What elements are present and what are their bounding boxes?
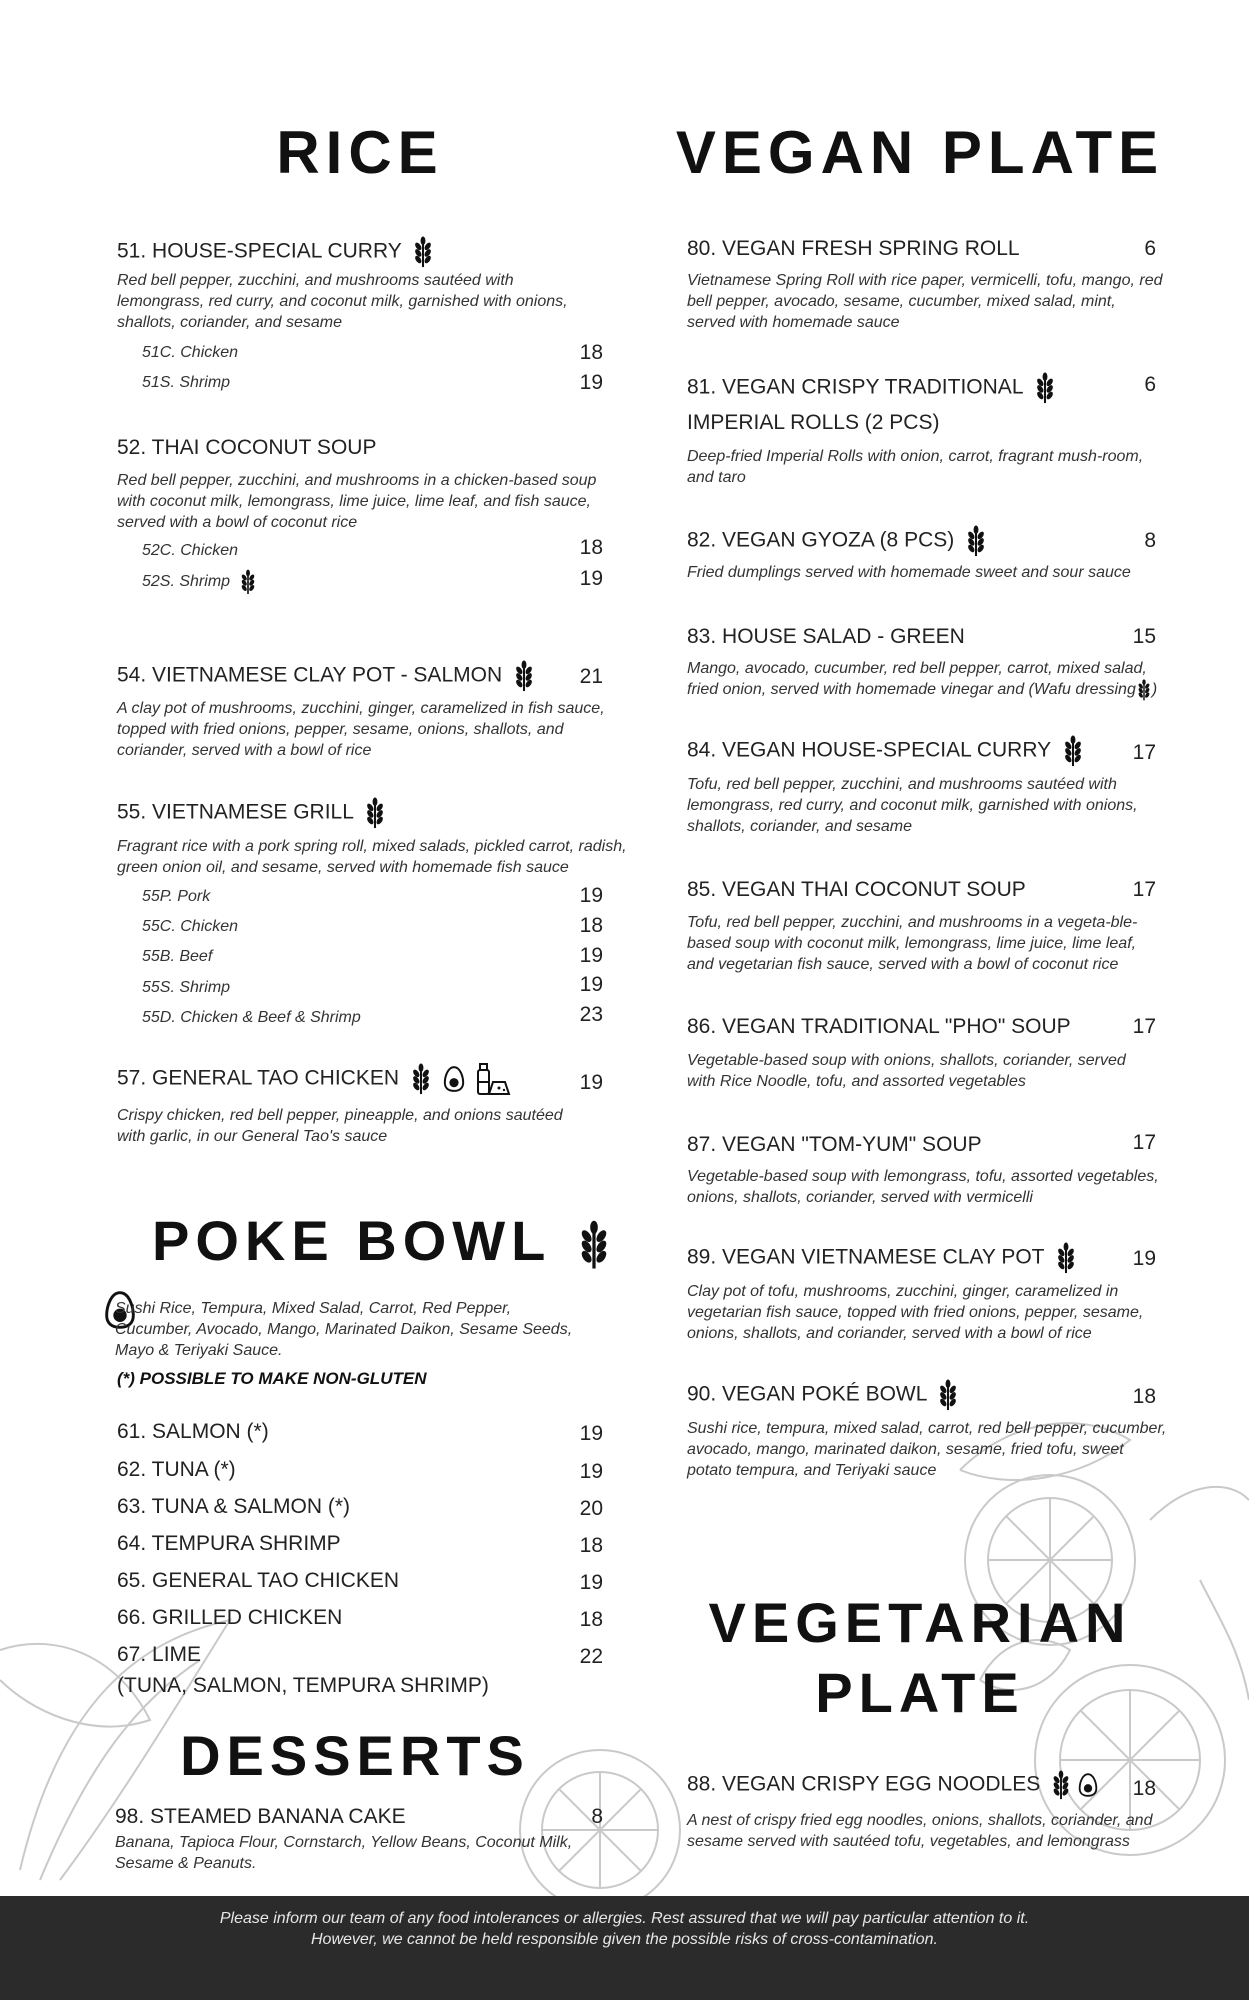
poke-item-65: 65. GENERAL TAO CHICKEN: [117, 1569, 400, 1592]
menu-item-54: [117, 660, 536, 692]
menu-item-81: [687, 372, 1057, 404]
item-price: 18: [1132, 1777, 1156, 1800]
item-price: 6: [1144, 373, 1156, 396]
desc-text: Mango, avocado, cucumber, red bell pepper, carrot, mixed salad, fried onion, served with homemade vinegar and (Wafu dressing: [687, 660, 1147, 699]
item-description: Tofu, red bell pepper, zucchini, and mushrooms sautéed with lemongrass, red curry, and coconut milk, garnished with onions, shallots, coriander, and sesame: [687, 776, 1138, 835]
option-price: 19: [579, 973, 603, 996]
menu-item-82: [687, 525, 988, 557]
item-name: 88. VEGAN CRISPY EGG NOODLES: [687, 1772, 1041, 1796]
wheat-icon: [411, 236, 435, 268]
wheat-icon: [936, 1379, 960, 1411]
vegan-plate-section-title: VEGAN PLATE: [675, 119, 1165, 186]
poke-price-61: 19: [579, 1422, 603, 1445]
item-description: Tofu, red bell pepper, zucchini, and mushrooms in a vegeta-ble-based soup with coconut milk, lemongrass, lime juice, lime leaf, and vegetarian fish sauce, served with a bowl of coconut rice: [687, 914, 1138, 973]
wheat-icon: [1050, 1770, 1072, 1800]
item-price: 17: [1132, 1015, 1156, 1038]
item-description: Crispy chicken, red bell pepper, pineapple, and onions sautéed with garlic, in our General Tao's sauce: [117, 1107, 563, 1145]
menu-item-98: 98. STEAMED BANANA CAKE: [115, 1805, 406, 1828]
option-price: 23: [579, 1003, 603, 1026]
item-name: 51. HOUSE-SPECIAL CURRY: [117, 239, 402, 263]
item-description: Clay pot of tofu, mushrooms, zucchini, ginger, caramelized in vegetarian fish sauce, topped with fried onions, pepper, sesame, onions, shallots, and coriander, served with a bowl of rice: [687, 1283, 1144, 1342]
option-label: 55D. Chicken & Beef & Shrimp: [142, 1009, 361, 1026]
item-description: [687, 658, 1167, 701]
wheat-icon: [512, 660, 536, 692]
item-name: 89. VEGAN VIETNAMESE CLAY POT: [687, 1245, 1045, 1269]
item-description: Banana, Tapioca Flour, Cornstarch, Yellow Beans, Coconut Milk, Sesame & Peanuts.: [115, 1834, 573, 1872]
option-price: 19: [579, 884, 603, 907]
poke-price-62: 19: [579, 1460, 603, 1483]
menu-item-86: 86. VEGAN TRADITIONAL "PHO" SOUP: [687, 1015, 1071, 1038]
menu-item-85: 85. VEGAN THAI COCONUT SOUP: [687, 878, 1026, 901]
allergy-disclaimer-footer: [0, 1896, 1249, 2000]
option-label: 52C. Chicken: [142, 542, 239, 559]
item-name: 57. GENERAL TAO CHICKEN: [117, 1066, 400, 1090]
milk-bottle-icon: [475, 1062, 511, 1096]
item-description: A nest of crispy fried egg noodles, onions, shallots, coriander, and sesame served with sautéed tofu, vegetables, and lemongrass: [687, 1812, 1153, 1850]
disclaimer-line-2: However, we cannot be held responsible given the possible risks of cross-contamination.: [311, 1931, 938, 1948]
poke-price-66: 18: [579, 1608, 603, 1631]
poke-item-67: 67. LIME: [117, 1643, 202, 1666]
item-price: 6: [1144, 237, 1156, 260]
wheat-icon: [964, 525, 988, 557]
poke-item-64: 64. TEMPURA SHRIMP: [117, 1532, 341, 1555]
poke-item-61: 61. SALMON (*): [117, 1420, 269, 1443]
option-price: 19: [579, 944, 603, 967]
item-description: Vegetable-based soup with onions, shallots, coriander, served with Rice Noodle, tofu, and assorted vegetables: [687, 1052, 1126, 1090]
item-description: A clay pot of mushrooms, zucchini, ginger, caramelized in fish sauce, topped with fried onions, pepper, sesame, onions, shallots, and coriander, served with a bowl of rice: [117, 700, 605, 759]
item-price: 17: [1132, 878, 1156, 901]
wheat-icon: [1136, 679, 1152, 701]
item-description: Fragrant rice with a pork spring roll, mixed salads, pickled carrot, radish, green onion oil, and sesame, served with homemade fish sauce: [117, 838, 627, 876]
disclaimer-line-1: Please inform our team of any food intolerances or allergies. Rest assured that we will pay particular attention to it.: [219, 1910, 1030, 1927]
item-name: 84. VEGAN HOUSE-SPECIAL CURRY: [687, 738, 1051, 762]
menu-item-80: 80. VEGAN FRESH SPRING ROLL: [687, 237, 1020, 260]
wheat-icon: [1054, 1242, 1078, 1274]
item-price: 17: [1132, 1131, 1156, 1154]
menu-item-51: [117, 236, 435, 268]
poke-bowl-title-text: POKE BOWL: [152, 1209, 551, 1272]
item-price: 21: [579, 665, 603, 688]
option-label: 55P. Pork: [142, 888, 211, 905]
poke-description: Sushi Rice, Tempura, Mixed Salad, Carrot, Red Pepper, Cucumber, Avocado, Mango, Marinated Daikon, Sesame Seeds, Mayo & Teriyaki Sauce.: [115, 1300, 573, 1359]
option-label: 55S. Shrimp: [142, 979, 231, 996]
option-label: 55C. Chicken: [142, 918, 239, 935]
option-label: 52S. Shrimp: [142, 573, 231, 591]
item-name: 82. VEGAN GYOZA (8 PCS): [687, 528, 955, 552]
gluten-note: (*) POSSIBLE TO MAKE NON-GLUTEN: [117, 1369, 427, 1388]
wheat-icon: [363, 797, 387, 829]
item-price: 15: [1132, 625, 1156, 648]
vegetarian-plate-title-line1: VEGETARIAN: [708, 1591, 1132, 1654]
option-label: 51S. Shrimp: [142, 374, 231, 391]
item-description: Red bell pepper, zucchini, and mushrooms in a chicken-based soup with coconut milk, lemongrass, lime juice, lime leaf, and fish sauce, served with a bowl of coconut rice: [117, 472, 597, 531]
poke-item-66: 66. GRILLED CHICKEN: [117, 1606, 343, 1629]
poke-price-63: 20: [579, 1497, 603, 1520]
option-price: 19: [579, 567, 603, 590]
option-price: 18: [579, 341, 603, 364]
egg-icon: [443, 1065, 465, 1093]
rice-section-title: RICE: [276, 119, 444, 186]
item-description: Fried dumplings served with homemade sweet and sour sauce: [687, 564, 1131, 581]
wheat-icon: [1061, 735, 1085, 767]
item-name: 55. VIETNAMESE GRILL: [117, 800, 354, 824]
option-label: 55B. Beef: [142, 948, 213, 965]
wheat-icon: [1033, 372, 1057, 404]
item-description: Red bell pepper, zucchini, and mushrooms sautéed with lemongrass, red curry, and coconut milk, garnished with onions, shallots, coriander, and sesame: [117, 272, 568, 331]
poke-item-62: 62. TUNA (*): [117, 1458, 236, 1481]
item-description: Deep-fried Imperial Rolls with onion, carrot, fragrant mush-room, and taro: [687, 448, 1144, 486]
menu-item-57: [117, 1062, 511, 1096]
item-name: 54. VIETNAMESE CLAY POT - SALMON: [117, 663, 503, 687]
item-price: 8: [591, 1805, 603, 1828]
item-name: 90. VEGAN POKÉ BOWL: [687, 1382, 927, 1406]
item-price: 8: [1144, 529, 1156, 552]
menu-item-89: [687, 1242, 1078, 1274]
wheat-icon: [409, 1063, 433, 1095]
wheat-icon: [576, 1220, 612, 1270]
desc-end: ): [1151, 681, 1158, 699]
menu-item-83: 83. HOUSE SALAD - GREEN: [687, 625, 965, 648]
egg-icon: [1078, 1772, 1098, 1798]
item-name-line2: IMPERIAL ROLLS (2 PCS): [687, 411, 940, 434]
poke-price-65: 19: [579, 1571, 603, 1594]
item-price: 18: [1132, 1385, 1156, 1408]
poke-item-63: 63. TUNA & SALMON (*): [117, 1495, 351, 1518]
vegetarian-plate-title-line2: PLATE: [815, 1661, 1025, 1724]
option-price: 18: [579, 914, 603, 937]
menu-item-52: 52. THAI COCONUT SOUP: [117, 436, 377, 459]
item-description: Vegetable-based soup with lemongrass, tofu, assorted vegetables, onions, shallots, coriander, served with vermicelli: [687, 1168, 1159, 1206]
wheat-icon: [239, 569, 257, 595]
item-price: 19: [1132, 1247, 1156, 1270]
item-description: Vietnamese Spring Roll with rice paper, vermicelli, tofu, mango, red bell pepper, avocado, sesame, cucumber, mixed salad, mint, served with homemade sauce: [687, 272, 1163, 331]
option-price: 18: [579, 536, 603, 559]
item-price: 17: [1132, 741, 1156, 764]
poke-price-64: 18: [579, 1534, 603, 1557]
desserts-section-title: DESSERTS: [180, 1724, 530, 1787]
menu-item-87: 87. VEGAN "TOM-YUM" SOUP: [687, 1133, 982, 1156]
menu-item-88: [687, 1770, 1098, 1800]
menu-item-55: [117, 797, 387, 829]
item-name: 81. VEGAN CRISPY TRADITIONAL: [687, 375, 1023, 399]
poke-price-67: 22: [579, 1645, 603, 1668]
option-row: [142, 569, 257, 595]
poke-lime-sub: (TUNA, SALMON, TEMPURA SHRIMP): [117, 1674, 489, 1697]
menu-item-84: [687, 735, 1085, 767]
menu-item-90: [687, 1379, 960, 1411]
option-price: 19: [579, 371, 603, 394]
item-description: Sushi rice, tempura, mixed salad, carrot, red bell pepper, cucumber, avocado, mango, marinated daikon, sesame, fried tofu, sweet potato tempura, and Teriyaki sauce: [687, 1420, 1167, 1479]
option-label: 51C. Chicken: [142, 344, 239, 361]
item-price: 19: [579, 1071, 603, 1094]
